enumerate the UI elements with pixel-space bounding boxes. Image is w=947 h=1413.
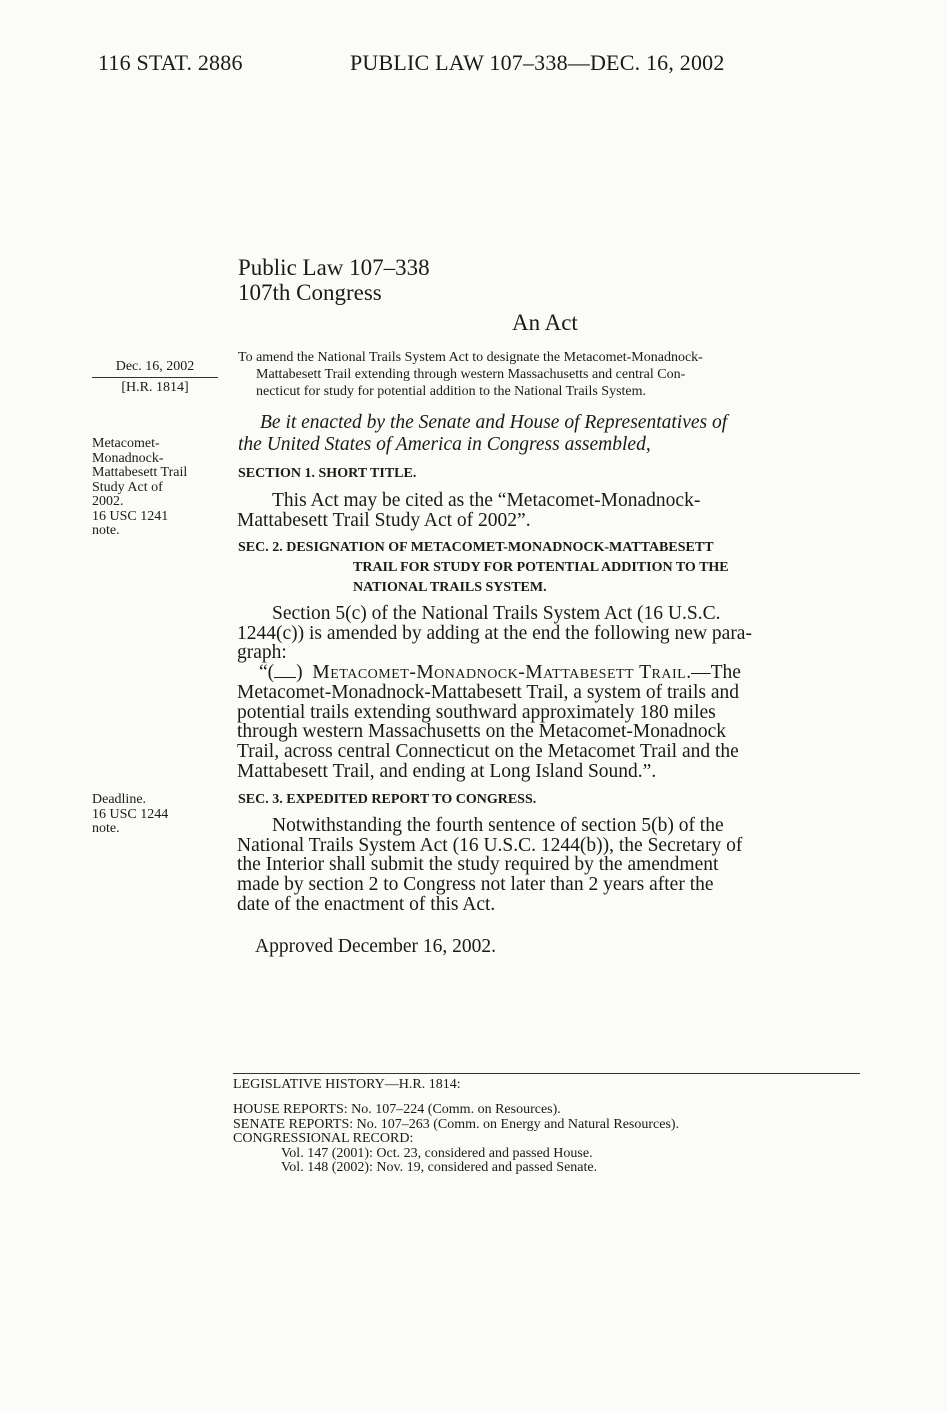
- section-1-body: [237, 491, 861, 530]
- enacting-line: Be it enacted by the Senate and House of Representatives of: [260, 412, 728, 433]
- body-line: potential trails extending southward approximately 180 miles: [237, 701, 716, 723]
- body-line: Mattabesett Trail Study Act of 2002”.: [237, 509, 531, 531]
- legislative-history-heading: LEGISLATIVE HISTORY—H.R. 1814:: [233, 1077, 461, 1092]
- body-line: Metacomet-Monadnock-Mattabesett Trail, a system of trails and: [237, 681, 740, 703]
- legislative-history-rule: [233, 1073, 860, 1074]
- margin-note-line: 2002.: [92, 494, 124, 509]
- body-line: Notwithstanding the fourth sentence of section 5(b) of the: [272, 815, 724, 836]
- margin-note-short-title: [92, 437, 232, 539]
- date-bill-block: [92, 358, 218, 397]
- stat-reference: 116 STAT. 2886: [98, 50, 243, 75]
- inserted-paragraph-heading: [237, 663, 861, 683]
- margin-note-line: Monadnock-: [92, 450, 164, 466]
- enacting-clause: [238, 412, 861, 456]
- congress-number: 107th Congress: [238, 280, 382, 305]
- legislative-history-list: [233, 1103, 873, 1176]
- margin-note-line: Mattabesett Trail: [92, 465, 188, 480]
- law-title-block: [238, 255, 430, 305]
- margin-note-line: note.: [92, 523, 120, 538]
- body-line: 1244(c)) is amended by adding at the end the following new para-: [237, 622, 752, 644]
- body-line: graph:: [237, 642, 287, 664]
- enactment-date: Dec. 16, 2002: [92, 358, 218, 378]
- history-line: SENATE REPORTS: No. 107–263 (Comm. on Energy and Natural Resources).: [233, 1116, 680, 1132]
- paragraph-number-blank: [274, 663, 296, 678]
- body-line: National Trails System Act (16 U.S.C. 1244(b)), the Secretary of: [237, 834, 743, 856]
- margin-note-deadline: [92, 793, 232, 837]
- body-line: Section 5(c) of the National Trails System Act (16 U.S.C.: [272, 603, 721, 624]
- margin-note-line: Metacomet-: [92, 436, 160, 451]
- body-line: This Act may be cited as the “Metacomet-Monadnock-: [272, 490, 701, 511]
- history-line: Vol. 147 (2001): Oct. 23, considered and passed House.: [281, 1145, 593, 1161]
- public-law-number: Public Law 107–338: [238, 255, 430, 280]
- body-line: through western Massachusetts on the Metacomet-Monadnock: [237, 721, 727, 743]
- body-line: the Interior shall submit the study required by the amendment: [237, 854, 719, 876]
- margin-note-line: note.: [92, 821, 120, 836]
- heading-line: TRAIL FOR STUDY FOR POTENTIAL ADDITION TO THE: [353, 560, 729, 575]
- section-2-body: [237, 604, 861, 781]
- caption-dash: .—The: [686, 662, 741, 684]
- section-3-body: [237, 816, 861, 915]
- section-1-heading: SECTION 1. SHORT TITLE.: [238, 466, 417, 481]
- heading-line: SEC. 2. DESIGNATION OF METACOMET-MONADNOCK-MATTABESETT: [238, 540, 714, 555]
- purpose-line: necticut for study for potential addition to the National Trails System.: [256, 384, 647, 399]
- enacting-line: the United States of America in Congress assembled,: [238, 434, 651, 455]
- history-line: HOUSE REPORTS: No. 107–224 (Comm. on Resources).: [233, 1102, 561, 1117]
- history-line: CONGRESSIONAL RECORD:: [233, 1131, 414, 1146]
- running-header: [98, 50, 798, 76]
- purpose-line: To amend the National Trails System Act to designate the Metacomet-Monadnock-: [238, 350, 703, 365]
- margin-note-line: Study Act of: [92, 479, 163, 495]
- heading-line: NATIONAL TRAILS SYSTEM.: [353, 580, 547, 595]
- section-2-heading: [238, 538, 861, 598]
- open-quote: “(: [259, 662, 275, 684]
- margin-note-line: 16 USC 1241: [92, 508, 169, 524]
- margin-note-line: 16 USC 1244: [92, 806, 169, 822]
- body-line: Mattabesett Trail, and ending at Long Island Sound.”.: [237, 760, 657, 782]
- approval-line: Approved December 16, 2002.: [255, 936, 496, 957]
- act-label: An Act: [512, 310, 578, 335]
- close-paren: ): [296, 662, 303, 684]
- body-line: Trail, across central Connecticut on the Metacomet Trail and the: [237, 740, 739, 762]
- body-line: date of the enactment of this Act.: [237, 893, 496, 915]
- purpose-statement: [238, 349, 861, 400]
- purpose-line: Mattabesett Trail extending through western Massachusetts and central Con-: [256, 367, 686, 382]
- bill-number: [H.R. 1814]: [121, 380, 189, 395]
- margin-note-line: Deadline.: [92, 792, 147, 807]
- history-line: Vol. 148 (2002): Nov. 19, considered and passed Senate.: [281, 1160, 598, 1175]
- law-reference: PUBLIC LAW 107–338—DEC. 16, 2002: [350, 50, 725, 75]
- body-line: made by section 2 to Congress not later than 2 years after the: [237, 874, 714, 896]
- paragraph-caption: Metacomet-Monadnock-Mattabesett Trail: [312, 662, 687, 684]
- section-3-heading: SEC. 3. EXPEDITED REPORT TO CONGRESS.: [238, 792, 537, 807]
